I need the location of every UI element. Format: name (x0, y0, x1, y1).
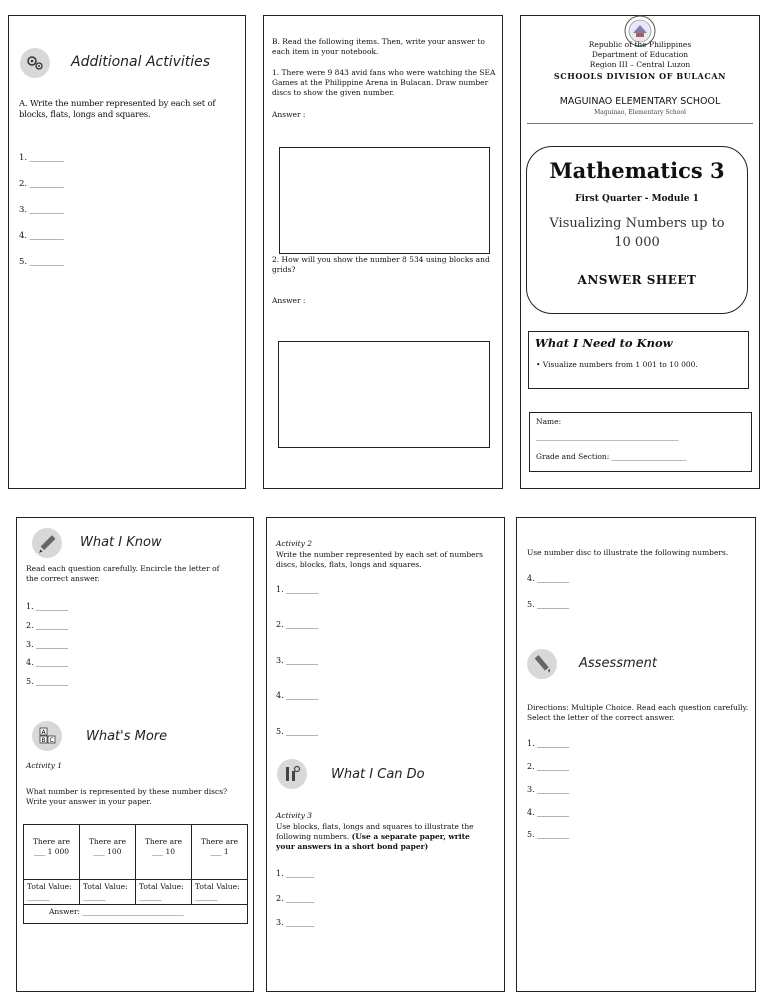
additional-activities-instructions: A. Write the number represented by each set of blocks, flats, longs and squares. (19, 99, 216, 120)
school-subtitle: Maguinao, Elementary School (594, 109, 686, 116)
answer-line: 3. ________ (26, 640, 69, 649)
division-text: SCHOOLS DIVISION OF BULACAN (553, 71, 727, 81)
answer-line: 2. _______ (276, 894, 315, 903)
pencil-icon (32, 528, 62, 558)
activity-2-text: Write the number represented by each set of numbers discs, blocks, flats, longs and squares. (276, 550, 483, 569)
question-2: 2. How will you show the number 8 534 using blocks and grids? (272, 255, 490, 274)
panel-cover (520, 15, 760, 489)
abc-blocks-icon (32, 721, 62, 751)
answer-line: 1. _______ (276, 869, 315, 878)
question-1-answer-box (279, 147, 490, 254)
need-to-know-box (528, 331, 749, 389)
svg-text:B: B (41, 737, 46, 744)
cell-line: ___ 1 (210, 847, 229, 856)
answer-line: 2. ________ (276, 620, 319, 629)
answer-line: 4. ________ (527, 808, 570, 817)
answer-sheet-title: ANSWER SHEET (577, 273, 697, 287)
answer-line: 3. ________ (19, 205, 64, 215)
answer-line: 5. ________ (527, 830, 570, 839)
what-i-know-instructions: Read each question carefully. Encircle the letter of the correct answer. (26, 564, 220, 583)
what-i-can-do-header: What I Can Do (331, 767, 425, 782)
question-2-answer-box (278, 341, 490, 448)
read-items-instructions: B. Read the following items. Then, write your answer to each item in your notebook. (272, 37, 485, 56)
total-value-cell: Total Value: ______ (136, 880, 192, 905)
activity-2-label: Activity 2 (276, 539, 313, 548)
answer-line: 3. ________ (527, 785, 570, 794)
title-card (526, 146, 748, 314)
number-discs-table (23, 824, 248, 924)
assessment-directions: Directions: Multiple Choice. Read each question carefully. Select the letter of the correct answer. (527, 703, 749, 722)
answer-line: 4. ________ (19, 231, 64, 241)
panel-additional-activities (8, 15, 246, 489)
activity-3-label: Activity 3 (276, 811, 313, 820)
tools-icon (277, 759, 307, 789)
answer-line: 4. ________ (276, 691, 319, 700)
cell-line: ___ 10 (151, 847, 176, 856)
name-line: ______________________________________ (536, 432, 679, 441)
answer-line: 1. ________ (19, 153, 64, 163)
subject-title: Mathematics 3 (549, 158, 725, 183)
pencil-icon (527, 649, 557, 679)
svg-text:C: C (49, 737, 54, 744)
cell-line: There are (200, 837, 239, 846)
answer-line: 1. ________ (26, 602, 69, 611)
grade-section-label: Grade and Section: ____________________ (536, 452, 687, 461)
table-cell (136, 825, 192, 880)
region-text: Region III – Central Luzon (589, 60, 691, 69)
question-1: 1. There were 9 843 avid fans who were watching the SEA Games at the Philippine Arena in Bulacan. Draw number discs to show the given number. (272, 68, 496, 97)
answer-line: 4. ________ (527, 574, 570, 583)
panel-activity-2 (266, 517, 505, 992)
cell-line: ___ 100 (93, 847, 122, 856)
table-answer-cell: Answer: ___________________________ (24, 905, 248, 924)
answer-line: 1. ________ (527, 739, 570, 748)
answer-line: 3. _______ (276, 918, 315, 927)
total-value-cell: Total Value: ______ (80, 880, 136, 905)
what-i-know-header: What I Know (80, 535, 162, 550)
table-cell (192, 825, 248, 880)
name-label: Name: (536, 417, 562, 426)
answer-line: 2. ________ (527, 762, 570, 771)
total-value-cell: Total Value: ______ (192, 880, 248, 905)
name-box (529, 412, 752, 472)
answer-line: 5. ________ (26, 677, 69, 686)
panel-what-i-know (16, 517, 254, 992)
school-name: MAGUINAO ELEMENTARY SCHOOL (559, 96, 721, 107)
answer-line: 2. ________ (19, 179, 64, 189)
question-2-answer-label: Answer : (272, 296, 306, 305)
department-text: Department of Education (591, 50, 689, 59)
table-cell (80, 825, 136, 880)
activity-1-label: Activity 1 (26, 761, 63, 770)
cell-line: There are (144, 837, 183, 846)
number-disc-instructions: Use number disc to illustrate the following numbers. (527, 548, 729, 557)
answer-line: 3. ________ (276, 656, 319, 665)
answer-line: 1. ________ (276, 585, 319, 594)
assessment-header: Assessment (579, 656, 657, 671)
activity-3-text (276, 822, 486, 852)
answer-line: 2. ________ (26, 621, 69, 630)
whats-more-header: What's More (86, 729, 168, 744)
cell-line: There are (32, 837, 71, 846)
activity-3-note: (Use a separate paper, write your answers in a short bond paper) (276, 832, 470, 851)
quarter-module: First Quarter - Module 1 (575, 194, 699, 204)
answer-line: 5. ________ (527, 600, 570, 609)
activity-3-instruction: Use blocks, flats, longs and squares to illustrate the following numbers. (276, 822, 474, 841)
table-cell (24, 825, 80, 880)
panel-assessment (516, 517, 756, 992)
cell-line: ___ 1 000 (33, 847, 70, 856)
need-to-know-item: • Visualize numbers from 1 001 to 10 000. (536, 360, 698, 369)
need-to-know-header: What I Need to Know (535, 336, 673, 350)
divider-line (527, 123, 753, 124)
svg-text:A: A (41, 729, 46, 736)
panel-read-items (263, 15, 503, 489)
total-value-cell: Total Value: ______ (24, 880, 80, 905)
additional-activities-header: Additional Activities (71, 54, 211, 70)
answer-line: 5. ________ (19, 257, 64, 267)
topic-title: Visualizing Numbers up to 10 000 (549, 216, 725, 250)
gears-icon (20, 48, 50, 78)
answer-line: 4. ________ (26, 658, 69, 667)
cell-line: There are (88, 837, 127, 846)
question-1-answer-label: Answer : (272, 110, 306, 119)
answer-line: 5. ________ (276, 727, 319, 736)
activity-1-text: What number is represented by these number discs? Write your answer in your paper. (26, 787, 228, 806)
republic-text: Republic of the Philippines (588, 40, 692, 49)
